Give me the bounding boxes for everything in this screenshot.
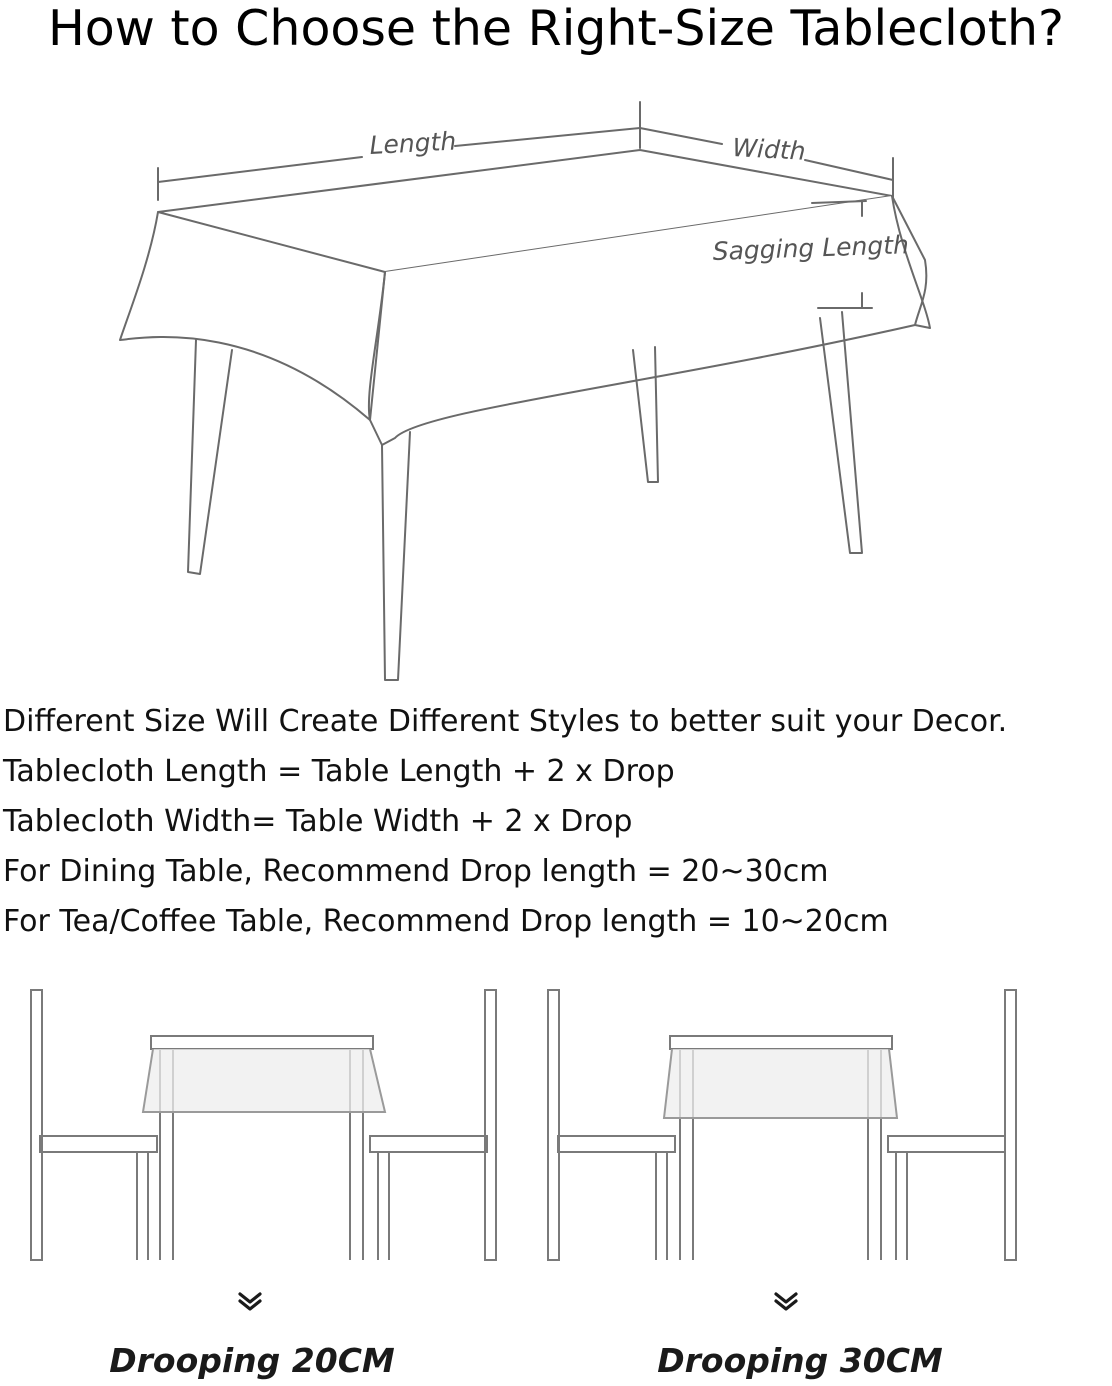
size-instructions xyxy=(3,700,1007,950)
drop-examples-diagram xyxy=(0,975,1112,1386)
drop-example-20cm xyxy=(31,990,496,1260)
width-label: Width xyxy=(731,133,807,166)
table-leg xyxy=(820,312,862,553)
chair-seat xyxy=(558,1136,675,1152)
chair-back xyxy=(548,990,559,1260)
page-title: How to Choose the Right-Size Tablecloth? xyxy=(47,0,1065,57)
width-dimension-line xyxy=(640,128,722,144)
table-dimension-diagram xyxy=(0,80,1112,690)
instruction-line: Tablecloth Length = Table Length + 2 x Drop xyxy=(3,754,675,789)
tabletop xyxy=(151,1036,373,1049)
instruction-line: For Tea/Coffee Table, Recommend Drop length = 10~20cm xyxy=(3,904,889,939)
width-dimension-line xyxy=(805,160,893,180)
chair-back xyxy=(31,990,42,1260)
drop-label-20: Drooping 20CM xyxy=(109,1341,395,1380)
chair-seat xyxy=(370,1136,487,1152)
sagging-length-label: Sagging Length xyxy=(712,230,910,266)
chair-back xyxy=(1005,990,1016,1260)
length-label: Length xyxy=(368,126,457,160)
instruction-line: For Dining Table, Recommend Drop length = 20~30cm xyxy=(3,854,829,889)
chair-back xyxy=(485,990,496,1260)
chevron-down-icon xyxy=(776,1294,796,1309)
chair-seat xyxy=(40,1136,157,1152)
length-dimension-line xyxy=(158,157,362,182)
instruction-line: Tablecloth Width= Table Width + 2 x Drop xyxy=(3,804,633,839)
drop-example-30cm xyxy=(548,990,1016,1260)
table-leg xyxy=(188,340,232,574)
instruction-line: Different Size Will Create Different Styles to better suit your Decor. xyxy=(3,704,1008,739)
tablecloth-drop xyxy=(143,1049,385,1112)
table-leg xyxy=(382,432,410,680)
length-dimension-line xyxy=(455,128,640,146)
drop-label-30: Drooping 30CM xyxy=(657,1341,943,1380)
tablecloth-drop xyxy=(664,1049,897,1118)
chair-seat xyxy=(888,1136,1005,1152)
chevron-down-icon xyxy=(240,1294,260,1309)
tabletop xyxy=(670,1036,892,1049)
